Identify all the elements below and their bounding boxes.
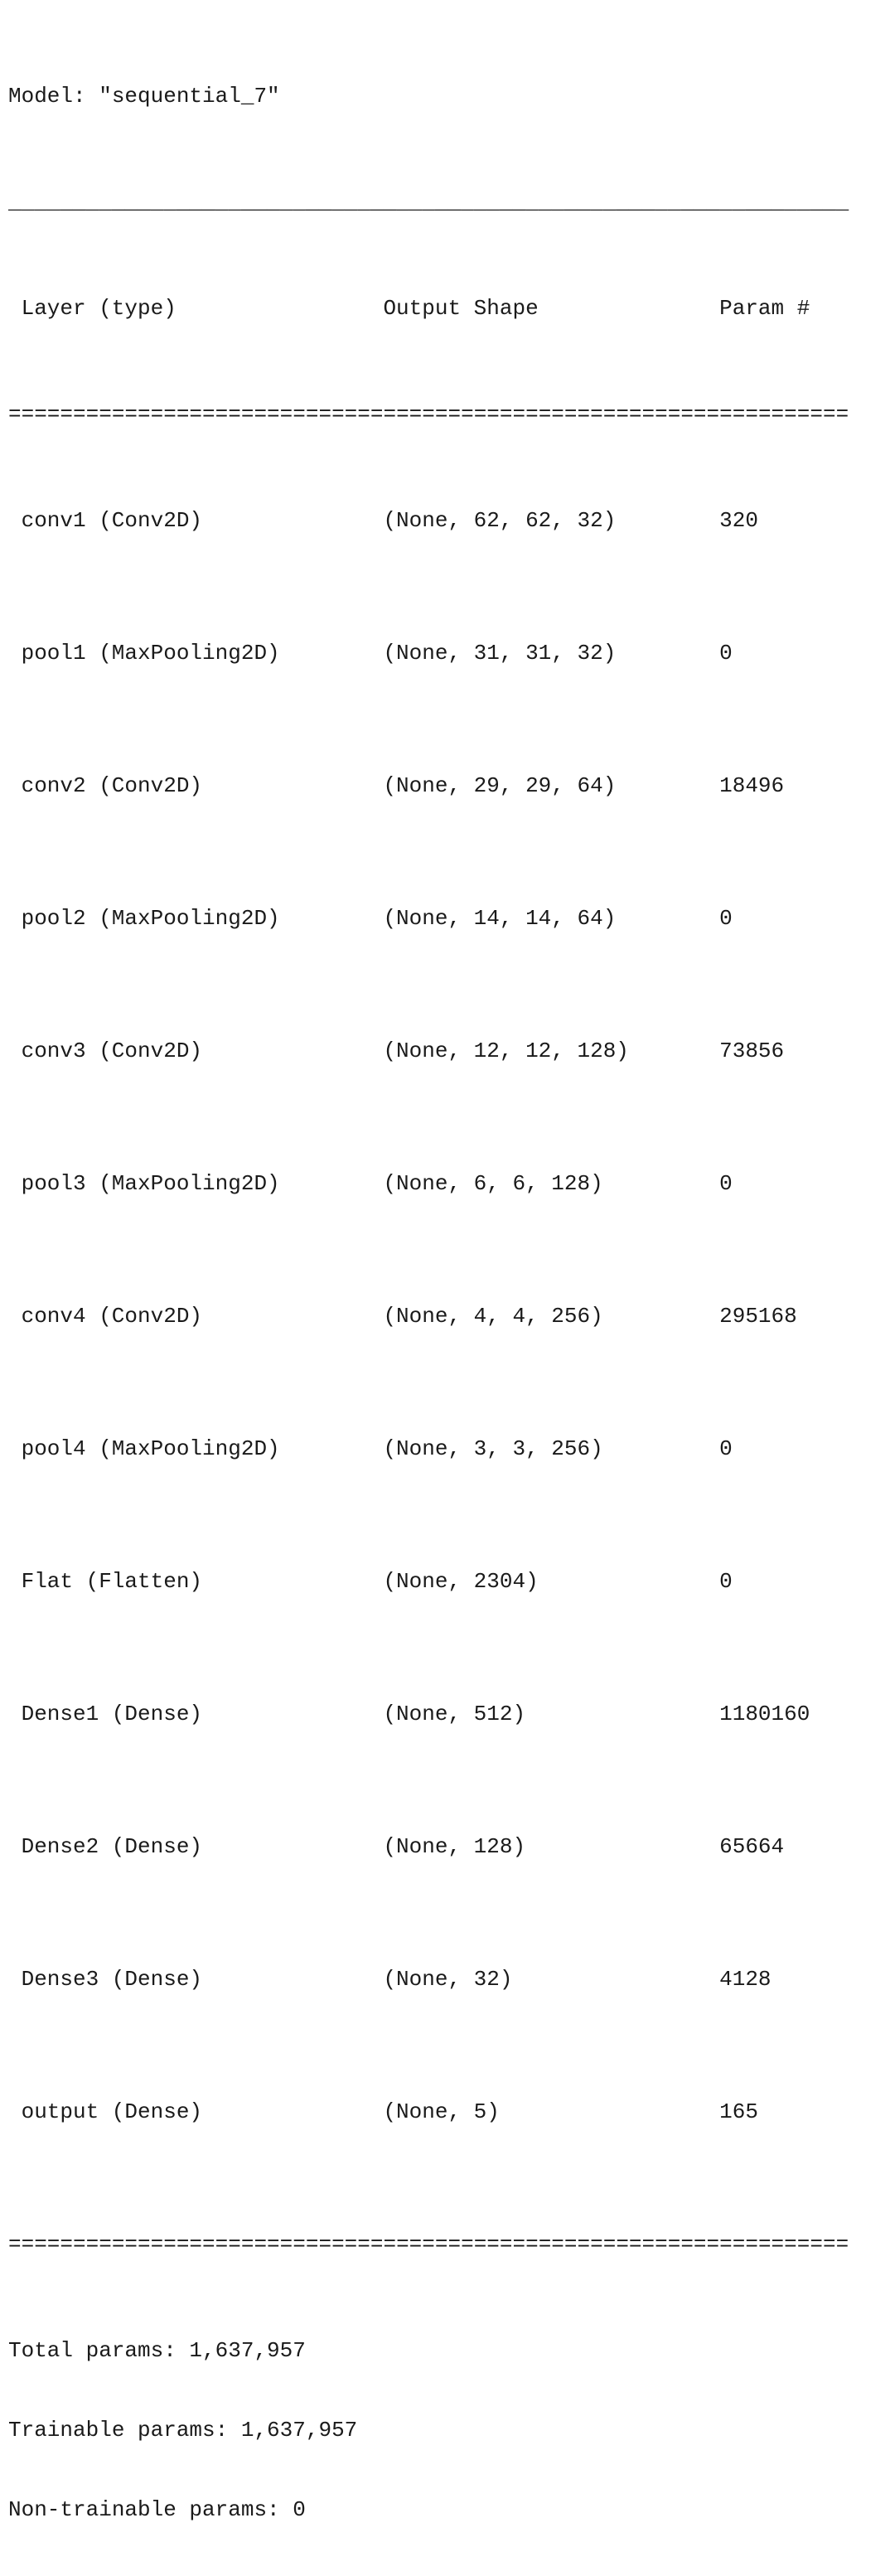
table-row	[8, 2099, 890, 2152]
layer-params: 0	[719, 1436, 733, 1461]
layer-params: 0	[719, 1171, 733, 1196]
layer-output-shape: (None, 512)	[383, 1702, 526, 1726]
table-row	[8, 1436, 890, 1489]
layer-name: conv3 (Conv2D)	[21, 1039, 203, 1063]
layer-output-shape: (None, 4, 4, 256)	[383, 1304, 603, 1329]
table-row	[8, 1966, 890, 2019]
table-row	[8, 772, 890, 826]
table-row	[8, 640, 890, 693]
header-layer-type: Layer (type)	[21, 296, 177, 321]
layer-output-shape: (None, 29, 29, 64)	[383, 773, 617, 798]
layer-params: 0	[719, 641, 733, 666]
layer-name: Dense2 (Dense)	[21, 1834, 203, 1859]
layer-output-shape: (None, 6, 6, 128)	[383, 1171, 603, 1196]
bottom-equals-rule: =================================================================	[8, 2232, 849, 2257]
layer-params: 65664	[719, 1834, 785, 1859]
layer-params: 320	[719, 508, 758, 533]
header-param-count: Param #	[719, 296, 810, 321]
model-title: Model: "sequential_7"	[8, 84, 280, 109]
layer-name: pool2 (MaxPooling2D)	[21, 906, 280, 931]
layer-params: 1180160	[719, 1702, 810, 1726]
layer-name: pool3 (MaxPooling2D)	[21, 1171, 280, 1196]
layer-params: 295168	[719, 1304, 797, 1329]
layer-output-shape: (None, 14, 14, 64)	[383, 906, 617, 931]
layer-params: 18496	[719, 773, 785, 798]
layer-name: output (Dense)	[21, 2099, 203, 2124]
layer-output-shape: (None, 2304)	[383, 1569, 539, 1594]
table-row	[8, 1303, 890, 1356]
table-row	[8, 1170, 890, 1223]
table-row	[8, 1038, 890, 1091]
layer-params: 0	[719, 906, 733, 931]
header-output-shape: Output Shape	[383, 296, 539, 321]
layer-params: 0	[719, 1569, 733, 1594]
layer-name: conv2 (Conv2D)	[21, 773, 203, 798]
table-header	[8, 295, 890, 322]
total-params: Total params: 1,637,957	[8, 2338, 306, 2363]
non-trainable-params: Non-trainable params: 0	[8, 2497, 306, 2522]
layer-name: Flat (Flatten)	[21, 1569, 203, 1594]
layer-name: pool4 (MaxPooling2D)	[21, 1436, 280, 1461]
layer-output-shape: (None, 12, 12, 128)	[383, 1039, 629, 1063]
table-row	[8, 507, 890, 560]
table-row	[8, 905, 890, 958]
trainable-params: Trainable params: 1,637,957	[8, 2418, 358, 2443]
layer-name: Dense1 (Dense)	[21, 1702, 203, 1726]
layer-params: 4128	[719, 1967, 771, 1992]
table-row	[8, 1833, 890, 1886]
layer-output-shape: (None, 62, 62, 32)	[383, 508, 617, 533]
layer-name: pool1 (MaxPooling2D)	[21, 641, 280, 666]
header-equals-rule: =================================================================	[8, 402, 849, 427]
layer-params: 73856	[719, 1039, 785, 1063]
layer-name: conv4 (Conv2D)	[21, 1304, 203, 1329]
layer-name: conv1 (Conv2D)	[21, 508, 203, 533]
top-underscore-rule: _________________________________________________________________	[8, 190, 849, 215]
layer-output-shape: (None, 128)	[383, 1834, 526, 1859]
layer-output-shape: (None, 31, 31, 32)	[383, 641, 617, 666]
layer-output-shape: (None, 32)	[383, 1967, 513, 1992]
layer-params: 165	[719, 2099, 758, 2124]
table-row	[8, 1568, 890, 1621]
layer-output-shape: (None, 5)	[383, 2099, 500, 2124]
layer-name: Dense3 (Dense)	[21, 1967, 203, 1992]
layer-output-shape: (None, 3, 3, 256)	[383, 1436, 603, 1461]
table-row	[8, 1701, 890, 1754]
